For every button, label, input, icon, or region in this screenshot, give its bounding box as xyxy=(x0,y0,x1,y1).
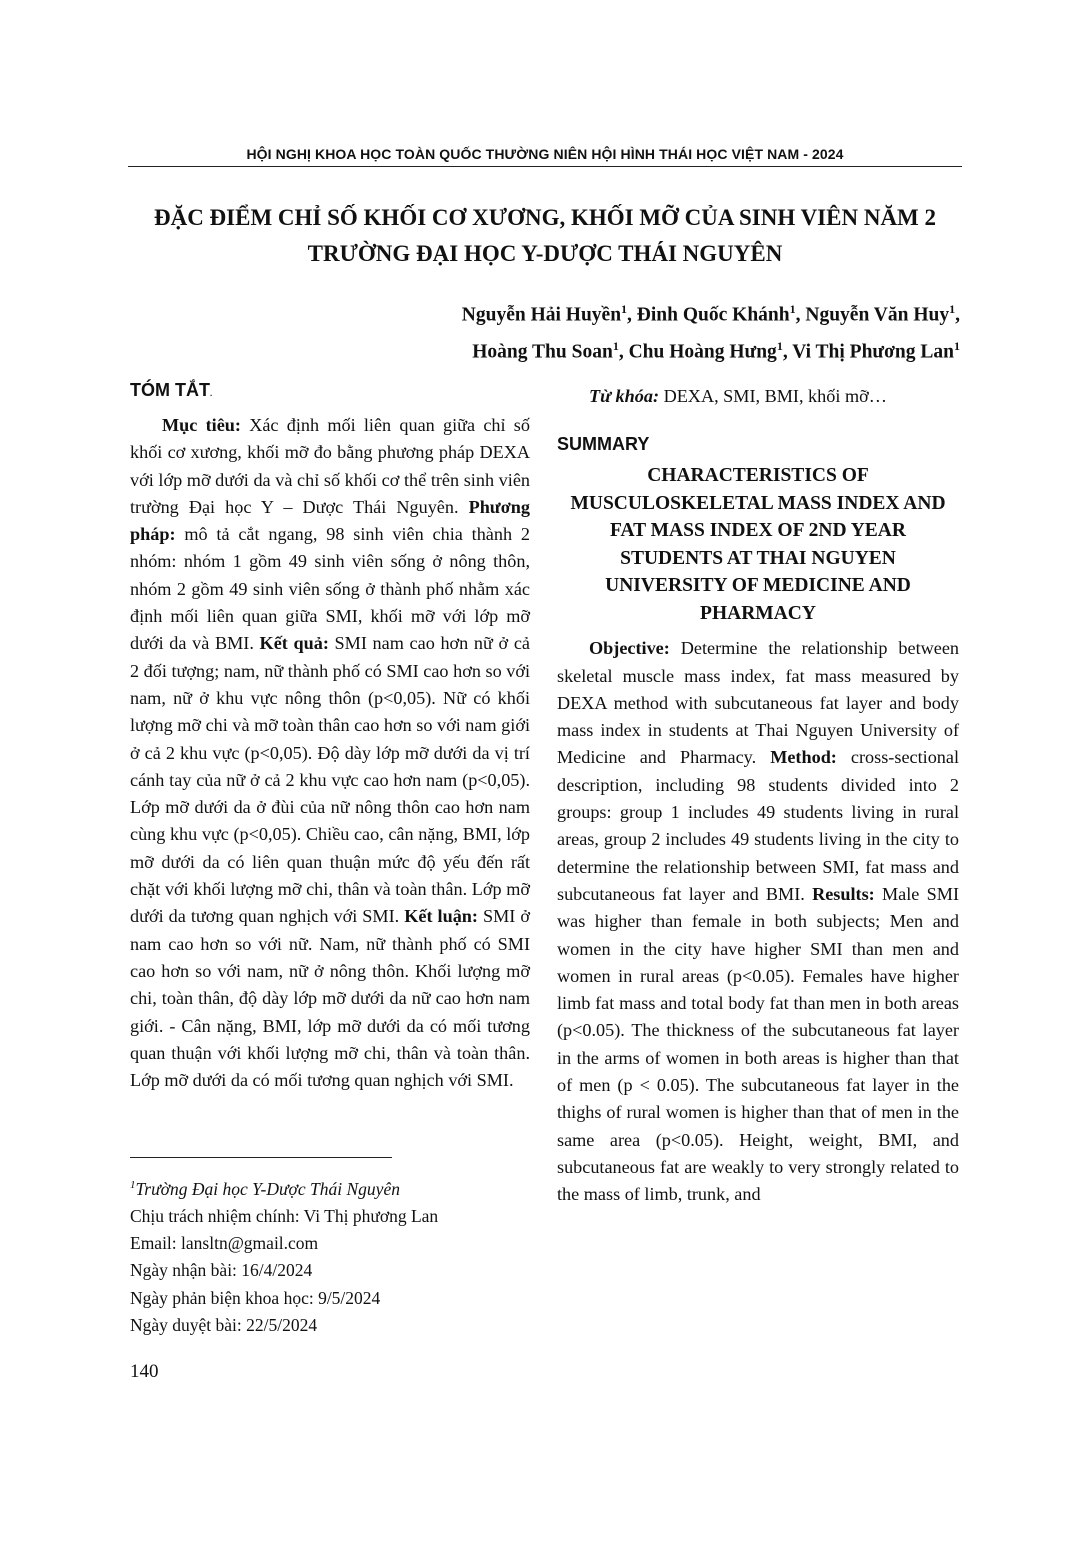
author-list xyxy=(260,294,960,367)
method-text: mô tả cắt ngang, 98 sinh viên chia thành 2 nhóm: nhóm 1 gồm 49 sinh viên sống ở nông thôn, nhóm 2 gồm 49 sinh viên sống ở thành phố nhằm xác định mối liên quan giữa SMI, khối mỡ với lớp mỡ dưới da và BMI. xyxy=(130,524,530,654)
affiliation-footnote-text: Trường Đại học Y-Dược Thái Nguyên xyxy=(135,1178,400,1199)
objective-text: Xác định mối liên quan giữa chỉ số khối cơ xương, khối mỡ đo bằng phương pháp DEXA với lớp mỡ dưới da và chỉ số khối cơ thể trên sinh viên trường Đại học Y – Dược Thái Nguyên. xyxy=(130,415,530,517)
author-line-2 xyxy=(260,331,960,368)
method-label: Phương pháp: xyxy=(130,496,530,545)
abstract-heading-mark: . xyxy=(209,389,213,398)
corresponding-author: Chịu trách nhiệm chính: Vi Thị phương Lan xyxy=(130,1206,439,1227)
results-label: Kết quả: xyxy=(259,633,329,654)
summary-paragraph xyxy=(557,635,959,1208)
author-name: Hoàng Thu Soan xyxy=(472,341,613,362)
author-name: Vi Thị Phương Lan xyxy=(792,341,954,362)
conclusion-text: SMI ở nam cao hơn so với nữ. Nam, nữ thành phố có SMI cao hơn so với nam, nữ ở nông thôn. Khối lượng mỡ chi, toàn thân, độ dày lớp mỡ dưới da nữ cao hơn nam giới. - Cân nặng, BMI, lớp mỡ dưới da có mối tương quan thuận với khối lượng mỡ chi, thân và toàn thân. Lớp mỡ dưới da có mối tương quan nghịch với SMI. xyxy=(130,906,531,1091)
objective-label-en: Objective: xyxy=(589,638,670,659)
footnote-rule xyxy=(130,1157,392,1158)
author-name: Nguyễn Văn Huy xyxy=(805,304,950,326)
objective-text-en: Determine the relationship between skeletal muscle mass index, fat mass measured by DEXA method with subcutaneous fat layer and body mass index in students at Thai Nguyen University of Medicine and Pharmacy. xyxy=(557,638,959,768)
title-line-2: TRƯỜNG ĐẠI HỌC Y-DƯỢC THÁI NGUYÊN xyxy=(307,241,783,266)
method-text-en: cross-sectional description, including 98 students divided into 2 groups: group 1 includes 49 students living in rural areas, group 2 includes 49 students living in the city to determine the relationship between SMI, fat mass and subcutaneous fat layer and BMI. xyxy=(557,747,960,904)
running-header: HỘI NGHỊ KHOA HỌC TOÀN QUỐC THƯỜNG NIÊN HỘI HÌNH THÁI HỌC VIỆT NAM - 2024 xyxy=(246,146,844,162)
results-label-en: Results: xyxy=(812,883,875,904)
author-line-1 xyxy=(260,294,960,331)
author-name: Chu Hoàng Hưng xyxy=(628,341,777,362)
author-name: Đinh Quốc Khánh xyxy=(636,304,790,326)
page-number: 140 xyxy=(130,1361,159,1382)
affiliation-mark: 1 xyxy=(776,338,783,353)
results-text: SMI nam cao hơn nữ ở cả 2 đối tượng; nam, nữ thành phố có SMI cao hơn so với nam, nữ ở khu vực nông thôn (p<0,05). Nữ có khối lượng mỡ chi và mỡ toàn thân cao hơn so với nam giới ở cả 2 khu vực (p<0,05). Độ dày lớp mỡ dưới da vị trí cánh tay của nữ ở cả 2 khu vực cao hơn nam (p<0,05). Lớp mỡ dưới da ở đùi của nữ nông thôn cao hơn nam cùng khu vực (p<0,05). Chiều cao, cân nặng, BMI, lớp mỡ dưới da có liên quan thuận mức độ yếu đến rất chặt với khối lượng mỡ chi, thân và toàn thân. Lớp mỡ dưới da tương quan nghịch với SMI. xyxy=(130,633,530,927)
abstract-vietnamese xyxy=(130,378,530,1094)
accepted-date: Ngày duyệt bài: 22/5/2024 xyxy=(130,1314,318,1335)
summary-heading: SUMMARY xyxy=(557,434,650,455)
conclusion-label: Kết luận: xyxy=(404,906,478,927)
affiliation-mark: 1 xyxy=(621,302,628,316)
abstract-heading-text: TÓM TẮT xyxy=(130,380,210,400)
english-title: CHARACTERISTICS OF MUSCULOSKELETAL MASS INDEX AND FAT MASS INDEX OF 2ND YEAR STUDENTS AT THAI NGUYEN UNIVERSITY OF MEDICINE AND PHARMACY xyxy=(570,465,946,624)
results-text-en: Male SMI was higher than female in both subjects; Men and women in the city have higher SMI than men and women in rural areas (p<0.05). Females have higher limb fat mass and total body fat than men in both areas (p<0.05). The thickness of the subcutaneous fat layer in the arms of women in both areas is higher than that of men (p < 0.05). The subcutaneous fat layer in the thighs of rural women is higher than that of men in the same area (p<0.05). Height, weight, BMI, and subcutaneous fat are weakly to very strongly related to the mass of limb, trunk, and xyxy=(557,883,960,1205)
abstract-paragraph xyxy=(130,412,530,1094)
header-rule xyxy=(128,166,962,167)
affiliation-mark: 1 xyxy=(954,338,960,353)
keywords xyxy=(557,383,959,410)
affiliation-footnote xyxy=(130,1172,530,1203)
keywords-text: DEXA, SMI, BMI, khối mỡ… xyxy=(659,386,887,406)
title-line-1: ĐẶC ĐIỂM CHỈ SỐ KHỐI CƠ XƯƠNG, KHỐI MỠ CỦA SINH VIÊN NĂM 2 xyxy=(153,205,937,230)
author-separator: , xyxy=(782,341,793,362)
author-separator: , xyxy=(955,304,960,326)
affiliation-mark: 1 xyxy=(789,302,796,316)
reviewed-date: Ngày phản biện khoa học: 9/5/2024 xyxy=(130,1287,381,1308)
author-separator: , xyxy=(627,304,637,326)
abstract-heading xyxy=(130,378,530,406)
email: Email: lansltn@gmail.com xyxy=(130,1233,319,1254)
affiliation-mark: 1 xyxy=(612,338,619,353)
objective-label: Mục tiêu: xyxy=(162,415,241,435)
author-separator: , xyxy=(618,341,629,362)
footnotes xyxy=(130,1172,530,1339)
affiliation-footnote-mark: 1 xyxy=(130,1179,136,1191)
right-column xyxy=(557,380,959,1209)
affiliation-mark: 1 xyxy=(949,302,956,316)
keywords-label: Từ khóa: xyxy=(589,386,660,406)
method-label-en: Method: xyxy=(770,747,837,768)
received-date: Ngày nhận bài: 16/4/2024 xyxy=(130,1260,313,1281)
paper-title xyxy=(128,200,962,272)
author-separator: , xyxy=(795,304,806,326)
author-name: Nguyễn Hải Huyền xyxy=(461,304,622,326)
